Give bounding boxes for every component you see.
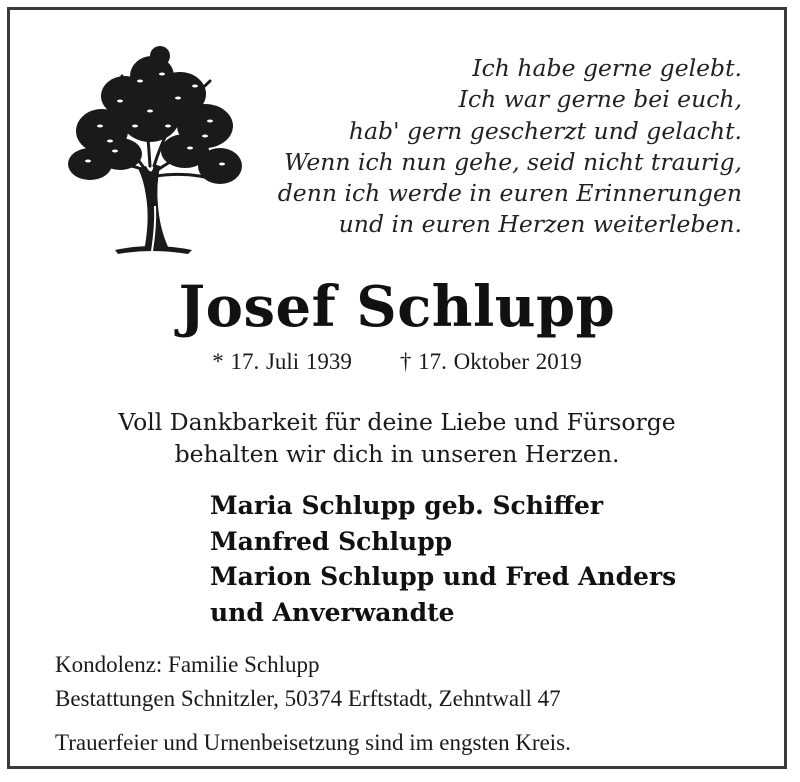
death-date: † 17. Oktober 2019: [399, 349, 582, 374]
poem-line: und in euren Herzen weiterleben.: [338, 210, 742, 239]
family-member: Maria Schlupp geb. Schiffer: [210, 491, 604, 520]
poem: [222, 53, 742, 241]
deceased-name: Josef Schlupp: [178, 274, 616, 340]
thanks-line: Voll Dankbarkeit für deine Liebe und Fürsorge: [118, 408, 676, 436]
poem-line: denn ich werde in euren Erinnerungen: [277, 179, 742, 208]
obituary-card: [7, 7, 787, 769]
family-member: Marion Schlupp und Fred Anders: [210, 562, 677, 592]
life-dates: [10, 346, 784, 378]
family-list: [210, 488, 676, 631]
funeral-home-line: Bestattungen Schnitzler, 50374 Erftstadt, Zehntwall 47: [55, 685, 561, 711]
poem-line: Ich habe gerne gelebt.: [472, 54, 742, 82]
tree-icon: [60, 46, 245, 258]
condolence-line: Kondolenz: Familie Schlupp: [55, 652, 320, 677]
poem-line: hab' gern gescherzt und gelacht.: [348, 116, 742, 145]
birth-date: * 17. Juli 1939: [212, 349, 352, 374]
family-member: Manfred Schlupp: [210, 526, 453, 556]
contact-info: [55, 648, 561, 715]
poem-line: Ich war gerne bei euch,: [458, 85, 742, 114]
closing-note: Trauerfeier und Urnenbeisetzung sind im engsten Kreis.: [55, 730, 571, 755]
thanks-text: [10, 406, 784, 470]
family-member: und Anverwandte: [210, 598, 455, 628]
poem-line: Wenn ich nun gehe, seid nicht traurig,: [284, 147, 742, 176]
thanks-line: behalten wir dich in unseren Herzen.: [174, 440, 620, 468]
